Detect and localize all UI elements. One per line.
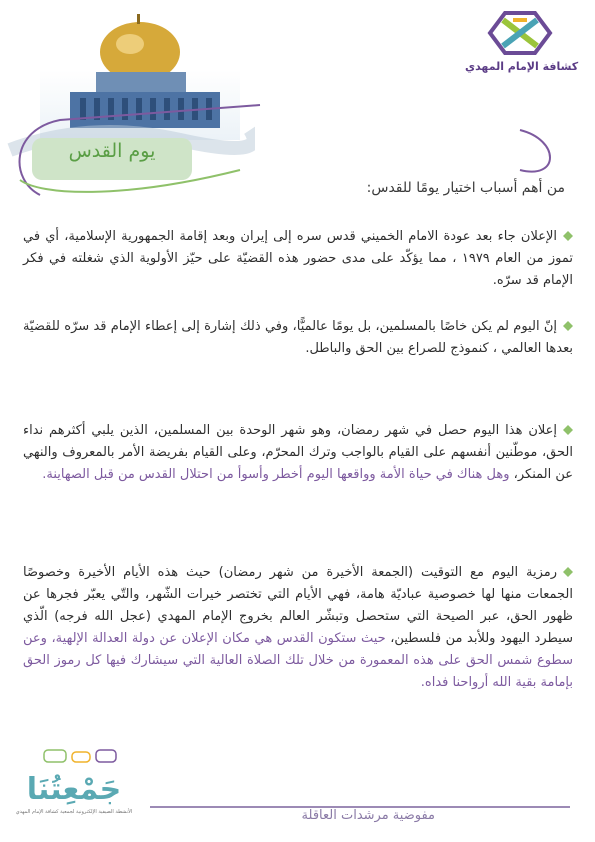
diamond-bullet-icon: [563, 231, 573, 241]
paragraph-text: إعلان هذا اليوم حصل في شهر رمضان، وهو شهر الوحدة بين المسلمين، الذين يلبي أكثرهم نداء الحق، موطّنين أنفسهم على القيام بالواجب وترك المحرّم، وعلى القيام بفريضة الأمر بالمعروف والنهي عن المنكر،: [23, 423, 573, 482]
scouts-logo-text: كشافة الإمام المهدي: [465, 60, 579, 73]
page-title: يوم القدس: [68, 140, 156, 162]
paragraph-1: [23, 226, 573, 292]
diamond-bullet-icon: [563, 321, 573, 331]
jamaatuna-word: جَمْعِتُنَا: [26, 772, 122, 807]
scouts-logo: [465, 8, 579, 92]
chat-bubbles-icon: [14, 748, 134, 768]
diamond-bullet-icon: [563, 425, 573, 435]
paragraph-2: [23, 316, 573, 360]
scouts-emblem-icon: [485, 8, 555, 58]
jamaatuna-subtitle: الأنشطة الصيفية الإلكترونية لجمعية كشافة الإمام المهدي: [15, 809, 133, 815]
paragraph-text: الإعلان جاء بعد عودة الامام الخميني قدس سره إلى إيران وبعد إقامة الجمهورية الإسلامية، أي في تموز من العام ١٩٧٩ ، مما يؤكّد على مدى حضور هذه القضيّة على حيّز الأولوية الذي شغلته في فكر الإمام قد سرّه.: [23, 229, 573, 288]
intro-text: من أهم أسباب اختيار يومًا للقدس:: [366, 180, 565, 196]
paragraph-highlight: حيث ستكون القدس هي مكان الإعلان عن دولة العدالة الإلهية، وعن سطوع شمس الحق على هذه المعمورة من خلال تلك الصلاة العالية التي سيشارك فيها كل رموز الحق بإمامة بقية الله أرواحنا فداه.: [23, 631, 573, 690]
paragraph-highlight: وهل هناك في حياة الأمة وواقعها اليوم أخطر وأسوأ من احتلال القدس من قبل الصهاينة.: [42, 467, 514, 482]
paragraph-text: رمزية اليوم مع التوقيت (الجمعة الأخيرة من شهر رمضان) حيث هذه الأيام الأخيرة وخصوصًا الجمعات منها لها خصوصية عباديّة هامة، فهي الأيام التي تختصر خيرات الشّهر، والتّي يعبّر فجرها عن ظهور الحق، عبر الصيحة التي ستحصل وتبشّر العالم بخروج الإمام المهدي (عجل الله فرجه) الّذي سيطرد اليهود وللأبد من فلسطين،: [23, 565, 573, 646]
paragraph-text: إنّ اليوم لم يكن خاصًا بالمسلمين، بل يومًا عالميًّا، وفي ذلك إشارة إلى إعطاء الإمام قد سرّه للقضيّة بعدها العالمي ، كنموذج للصراع بين الحق والباطل.: [23, 319, 573, 356]
paragraph-3: [23, 420, 573, 486]
diamond-bullet-icon: [563, 567, 573, 577]
paragraph-4: [23, 562, 573, 694]
footer-text: مفوضية مرشدات العاقلة: [301, 808, 435, 823]
jamaatuna-logo: [14, 748, 134, 826]
